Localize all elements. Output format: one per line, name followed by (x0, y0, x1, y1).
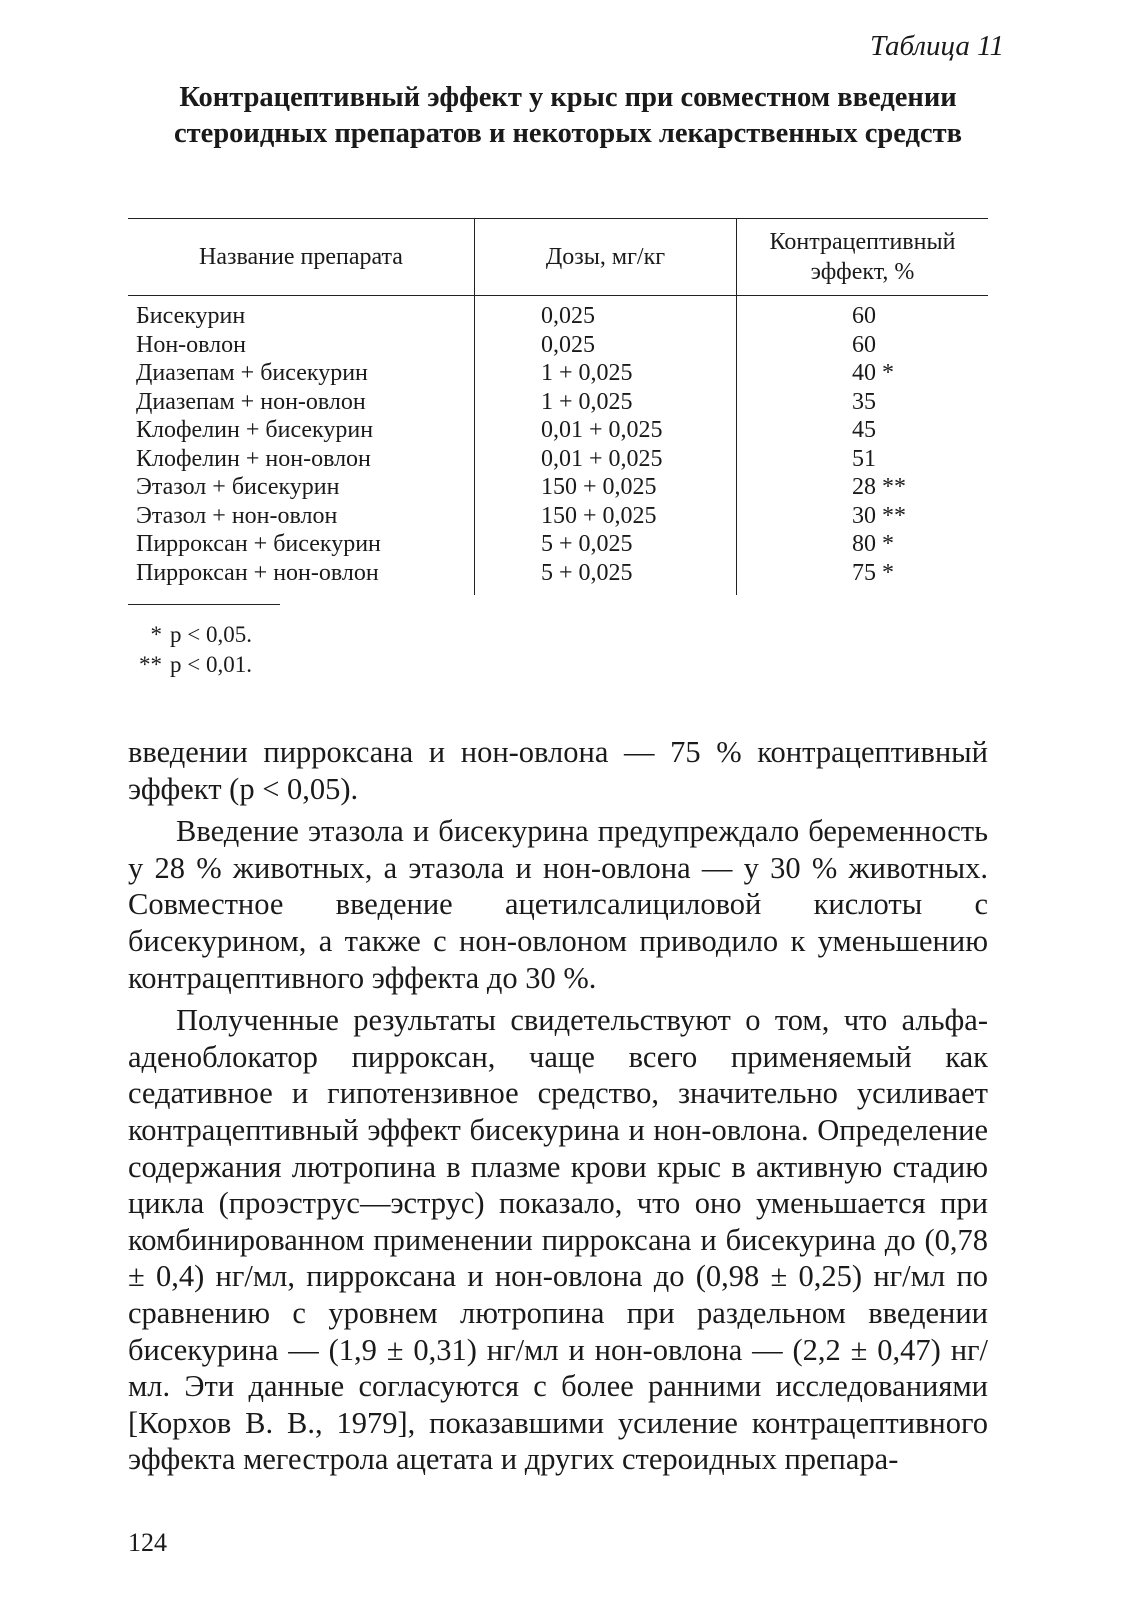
cell-effect: 60 (852, 331, 876, 358)
footnote-text: p < 0,05. (170, 622, 252, 647)
table-row (128, 296, 988, 331)
cell-drug-name: Бисекурин (128, 296, 475, 331)
footnote-mark: * (150, 622, 162, 647)
body-text (128, 734, 988, 1478)
paragraph: Введение этазола и бисекурина предупреждало беременность у 28 % животных, а этазола и нон-овлона — у 30 % животных. Совместное введение ацетилсалициловой кислоты с бисекурином, а также с нон-овлоном приводило к уменьшению контрацептивного эффекта до 30 %. (128, 814, 988, 995)
cell-drug-name: Диазепам + нон-овлон (128, 388, 475, 417)
cell-dose: 5 + 0,025 (475, 530, 737, 559)
cell-dose: 0,025 (475, 331, 737, 360)
table-row (128, 388, 988, 417)
footnote-text: p < 0,01. (170, 652, 252, 677)
table-header-row (128, 219, 988, 296)
table-row (128, 559, 988, 596)
data-table (128, 218, 988, 595)
cell-drug-name: Этазол + бисекурин (128, 473, 475, 502)
cell-dose: 5 + 0,025 (475, 559, 737, 596)
header-effect: Контрацептивный эффект, % (769, 229, 956, 285)
cell-dose: 1 + 0,025 (475, 359, 737, 388)
table-row (128, 502, 988, 531)
cell-effect: 40 * (852, 360, 894, 386)
table-row (128, 416, 988, 445)
cell-dose: 0,025 (475, 296, 737, 331)
table-row (128, 445, 988, 474)
cell-dose: 1 + 0,025 (475, 388, 737, 417)
header-name: Название препарата (128, 219, 475, 296)
cell-effect: 80 * (852, 531, 894, 557)
cell-drug-name: Диазепам + бисекурин (128, 359, 475, 388)
cell-dose: 0,01 + 0,025 (475, 416, 737, 445)
page-number: 124 (128, 1528, 167, 1557)
cell-effect: 60 (852, 303, 876, 329)
table-title: Контрацептивный эффект у крыс при совместном введении стероидных препаратов и некоторых лекарственных средств (174, 82, 962, 149)
footnotes (128, 620, 252, 680)
paragraph: введении пирроксана и нон-овлона — 75 % контрацептивный эффект (p < 0,05). (128, 735, 988, 806)
table-row (128, 473, 988, 502)
cell-dose: 150 + 0,025 (475, 473, 737, 502)
table-row (128, 359, 988, 388)
footnote-mark: ** (139, 652, 162, 677)
footnote (128, 620, 252, 650)
paragraph: Полученные результаты свидетельствуют о том, что альфа-аденоблокатор пирроксан, чаще всего применяемый как седативное и гипотензивное средство, значительно усиливает контрацептивный эффект бисекурина и нон-овлона. Определение содержания лютропина в плазме крови крыс в активную стадию цикла (проэструс—эструс) показало, что оно уменьшается при комбинированном применении пирроксана и бисекурина до (0,78 ± 0,4) нг/мл, пирроксана и нон-овлона до (0,98 ± 0,25) нг/мл по сравнению с уровнем лютропина при раздельном введении бисекурина — (1,9 ± 0,31) нг/мл и нон-овлона — (2,2 ± 0,47) нг/мл. Эти данные согласуются с более ранними исследованиями [Корхов В. В., 1979], показавшими усиление контрацептивного эффекта мегестрола ацетата и других стероидных препара- (128, 1003, 988, 1477)
cell-dose: 150 + 0,025 (475, 502, 737, 531)
cell-drug-name: Этазол + нон-овлон (128, 502, 475, 531)
cell-effect: 75 * (852, 559, 894, 586)
cell-drug-name: Пирроксан + бисекурин (128, 530, 475, 559)
footnote-rule (128, 604, 280, 605)
cell-drug-name: Нон-овлон (128, 331, 475, 360)
cell-drug-name: Пирроксан + нон-овлон (128, 559, 475, 596)
cell-effect: 30 ** (852, 502, 906, 529)
table-row (128, 331, 988, 360)
table-number: Таблица 11 (869, 30, 1004, 62)
cell-effect: 28 ** (852, 474, 906, 500)
header-dose: Дозы, мг/кг (475, 219, 737, 296)
cell-drug-name: Клофелин + нон-овлон (128, 445, 475, 474)
cell-effect: 35 (852, 388, 876, 415)
table-row (128, 530, 988, 559)
footnote (128, 650, 252, 680)
cell-drug-name: Клофелин + бисекурин (128, 416, 475, 445)
cell-effect: 45 (852, 417, 876, 443)
cell-dose: 0,01 + 0,025 (475, 445, 737, 474)
cell-effect: 51 (852, 445, 876, 472)
